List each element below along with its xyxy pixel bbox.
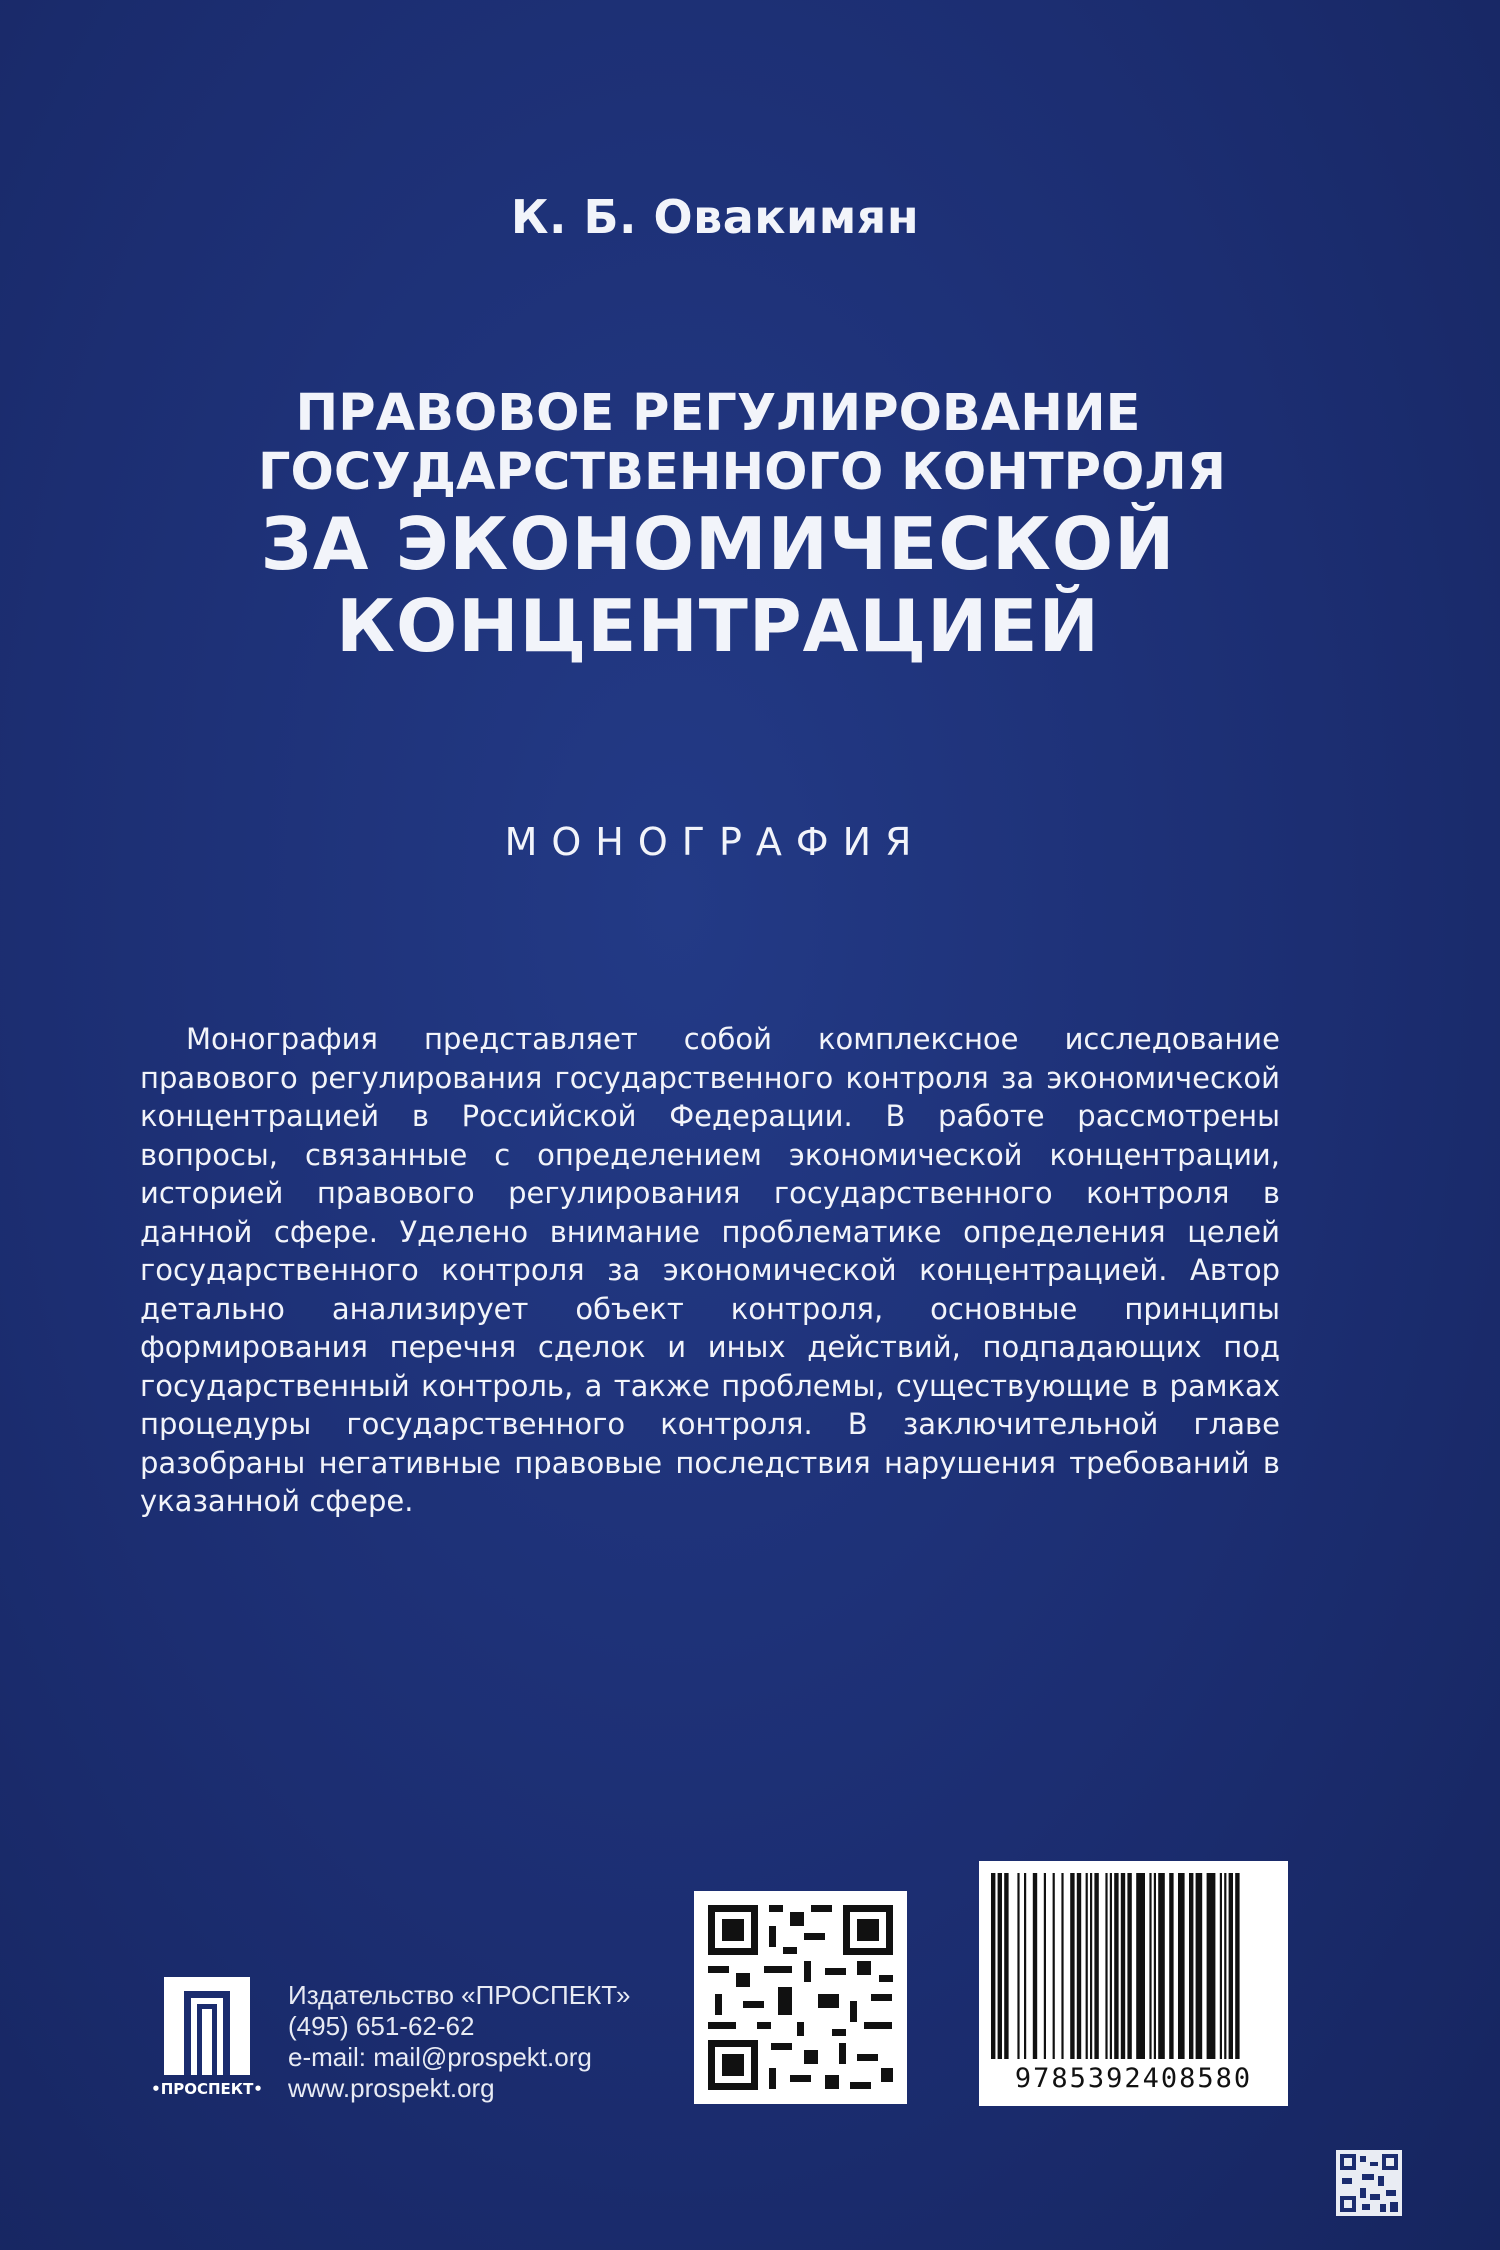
logo-building-icon: [164, 1977, 250, 2075]
author-name: К. Б. Овакимян: [510, 190, 920, 244]
annotation-text: [140, 1020, 1280, 1521]
barcode-bar: [1136, 1873, 1145, 2059]
barcode-bar: [1207, 1873, 1216, 2059]
publisher-logo: [148, 1977, 266, 2101]
barcode-bar: [1158, 1873, 1165, 2059]
barcode-bars-icon: [979, 1861, 1288, 2061]
publisher-name: Издательство «ПРОСПЕКТ»: [288, 1980, 631, 2010]
logo-icon: [164, 1977, 250, 2075]
publisher-website: www.prospekt.org: [288, 2073, 495, 2103]
annotation-body: Монография представляет собой комплексное исследование правового регулирования государственного контроля за экономической концентрацией в Российской Федерации. В работе рассмотрены вопросы, связанные с определением экономической концентрации, историей правового регулирования государственного контроля в данной сфере. Уделено внимание проблематике определения целей государственного контроля за экономической концентрацией. Автор детально анализирует объект контроля, основные принципы формирования перечня сделок и иных действий, подпадающих под государственный контроль, а также проблемы, существующие в рамках процедуры государственного контроля. В заключительной главе разобраны негативные правовые последствия нарушения требований в указанной сфере.: [140, 1022, 1280, 1518]
barcode-bar: [1094, 1873, 1098, 2059]
barcode-bar: [1229, 1873, 1233, 2059]
barcode-bar: [998, 1873, 1002, 2059]
barcode-bar: [1196, 1873, 1203, 2059]
barcode-bar: [1114, 1873, 1118, 2059]
barcode-bar: [1004, 1873, 1008, 2059]
qr-code: [694, 1891, 907, 2104]
barcode-bar: [1224, 1873, 1226, 2059]
barcode-bar: [1169, 1873, 1173, 2059]
barcode-bar: [1070, 1873, 1074, 2059]
barcode-bar: [1154, 1873, 1156, 2059]
barcode-bar: [1220, 1873, 1222, 2059]
barcode-number: 9785392408580: [1014, 2063, 1253, 2094]
barcode-bar: [1086, 1873, 1088, 2059]
title-line-3: ЗА ЭКОНОМИЧЕСКОЙ: [260, 502, 1176, 586]
logo-wordmark: •ПРОСПЕКТ•: [151, 2080, 263, 2098]
barcode-bar: [1044, 1873, 1046, 2059]
genre-label: МОНОГРАФИЯ: [504, 820, 926, 864]
barcode-bar: [991, 1873, 995, 2059]
barcode-bar: [1017, 1873, 1019, 2059]
publisher-info: [288, 1980, 708, 2104]
barcode-bar: [1178, 1873, 1185, 2059]
barcode-bar: [1110, 1873, 1112, 2059]
barcode-bar: [1105, 1873, 1107, 2059]
publisher-email: e-mail: mail@prospekt.org: [288, 2042, 592, 2072]
small-qr-code: [1336, 2150, 1402, 2216]
title-line-2: ГОСУДАРСТВЕННОГО КОНТРОЛЯ: [258, 443, 1227, 502]
barcode-bar: [1235, 1873, 1239, 2059]
barcode-bar: [1033, 1873, 1037, 2059]
publisher-phone: (495) 651-62-62: [288, 2011, 475, 2041]
barcode-bar: [1024, 1873, 1026, 2059]
small-qr-icon: [1336, 2150, 1402, 2216]
title-line-1: ПРАВОВОЕ РЕГУЛИРОВАНИЕ: [295, 384, 1141, 443]
qr-code-icon: [694, 1891, 907, 2104]
barcode-bar: [1121, 1873, 1125, 2059]
barcode-bar: [1127, 1873, 1131, 2059]
barcode-bar: [1189, 1873, 1193, 2059]
barcode-bar: [1090, 1873, 1092, 2059]
barcode-bar: [1053, 1873, 1055, 2059]
isbn-barcode: [979, 1861, 1288, 2106]
barcode-bar: [1061, 1873, 1063, 2059]
barcode-bar: [1077, 1873, 1081, 2059]
title-line-4: КОНЦЕНТРАЦИЕЙ: [336, 584, 1100, 668]
barcode-bar: [1149, 1873, 1151, 2059]
book-title: [258, 384, 1227, 668]
